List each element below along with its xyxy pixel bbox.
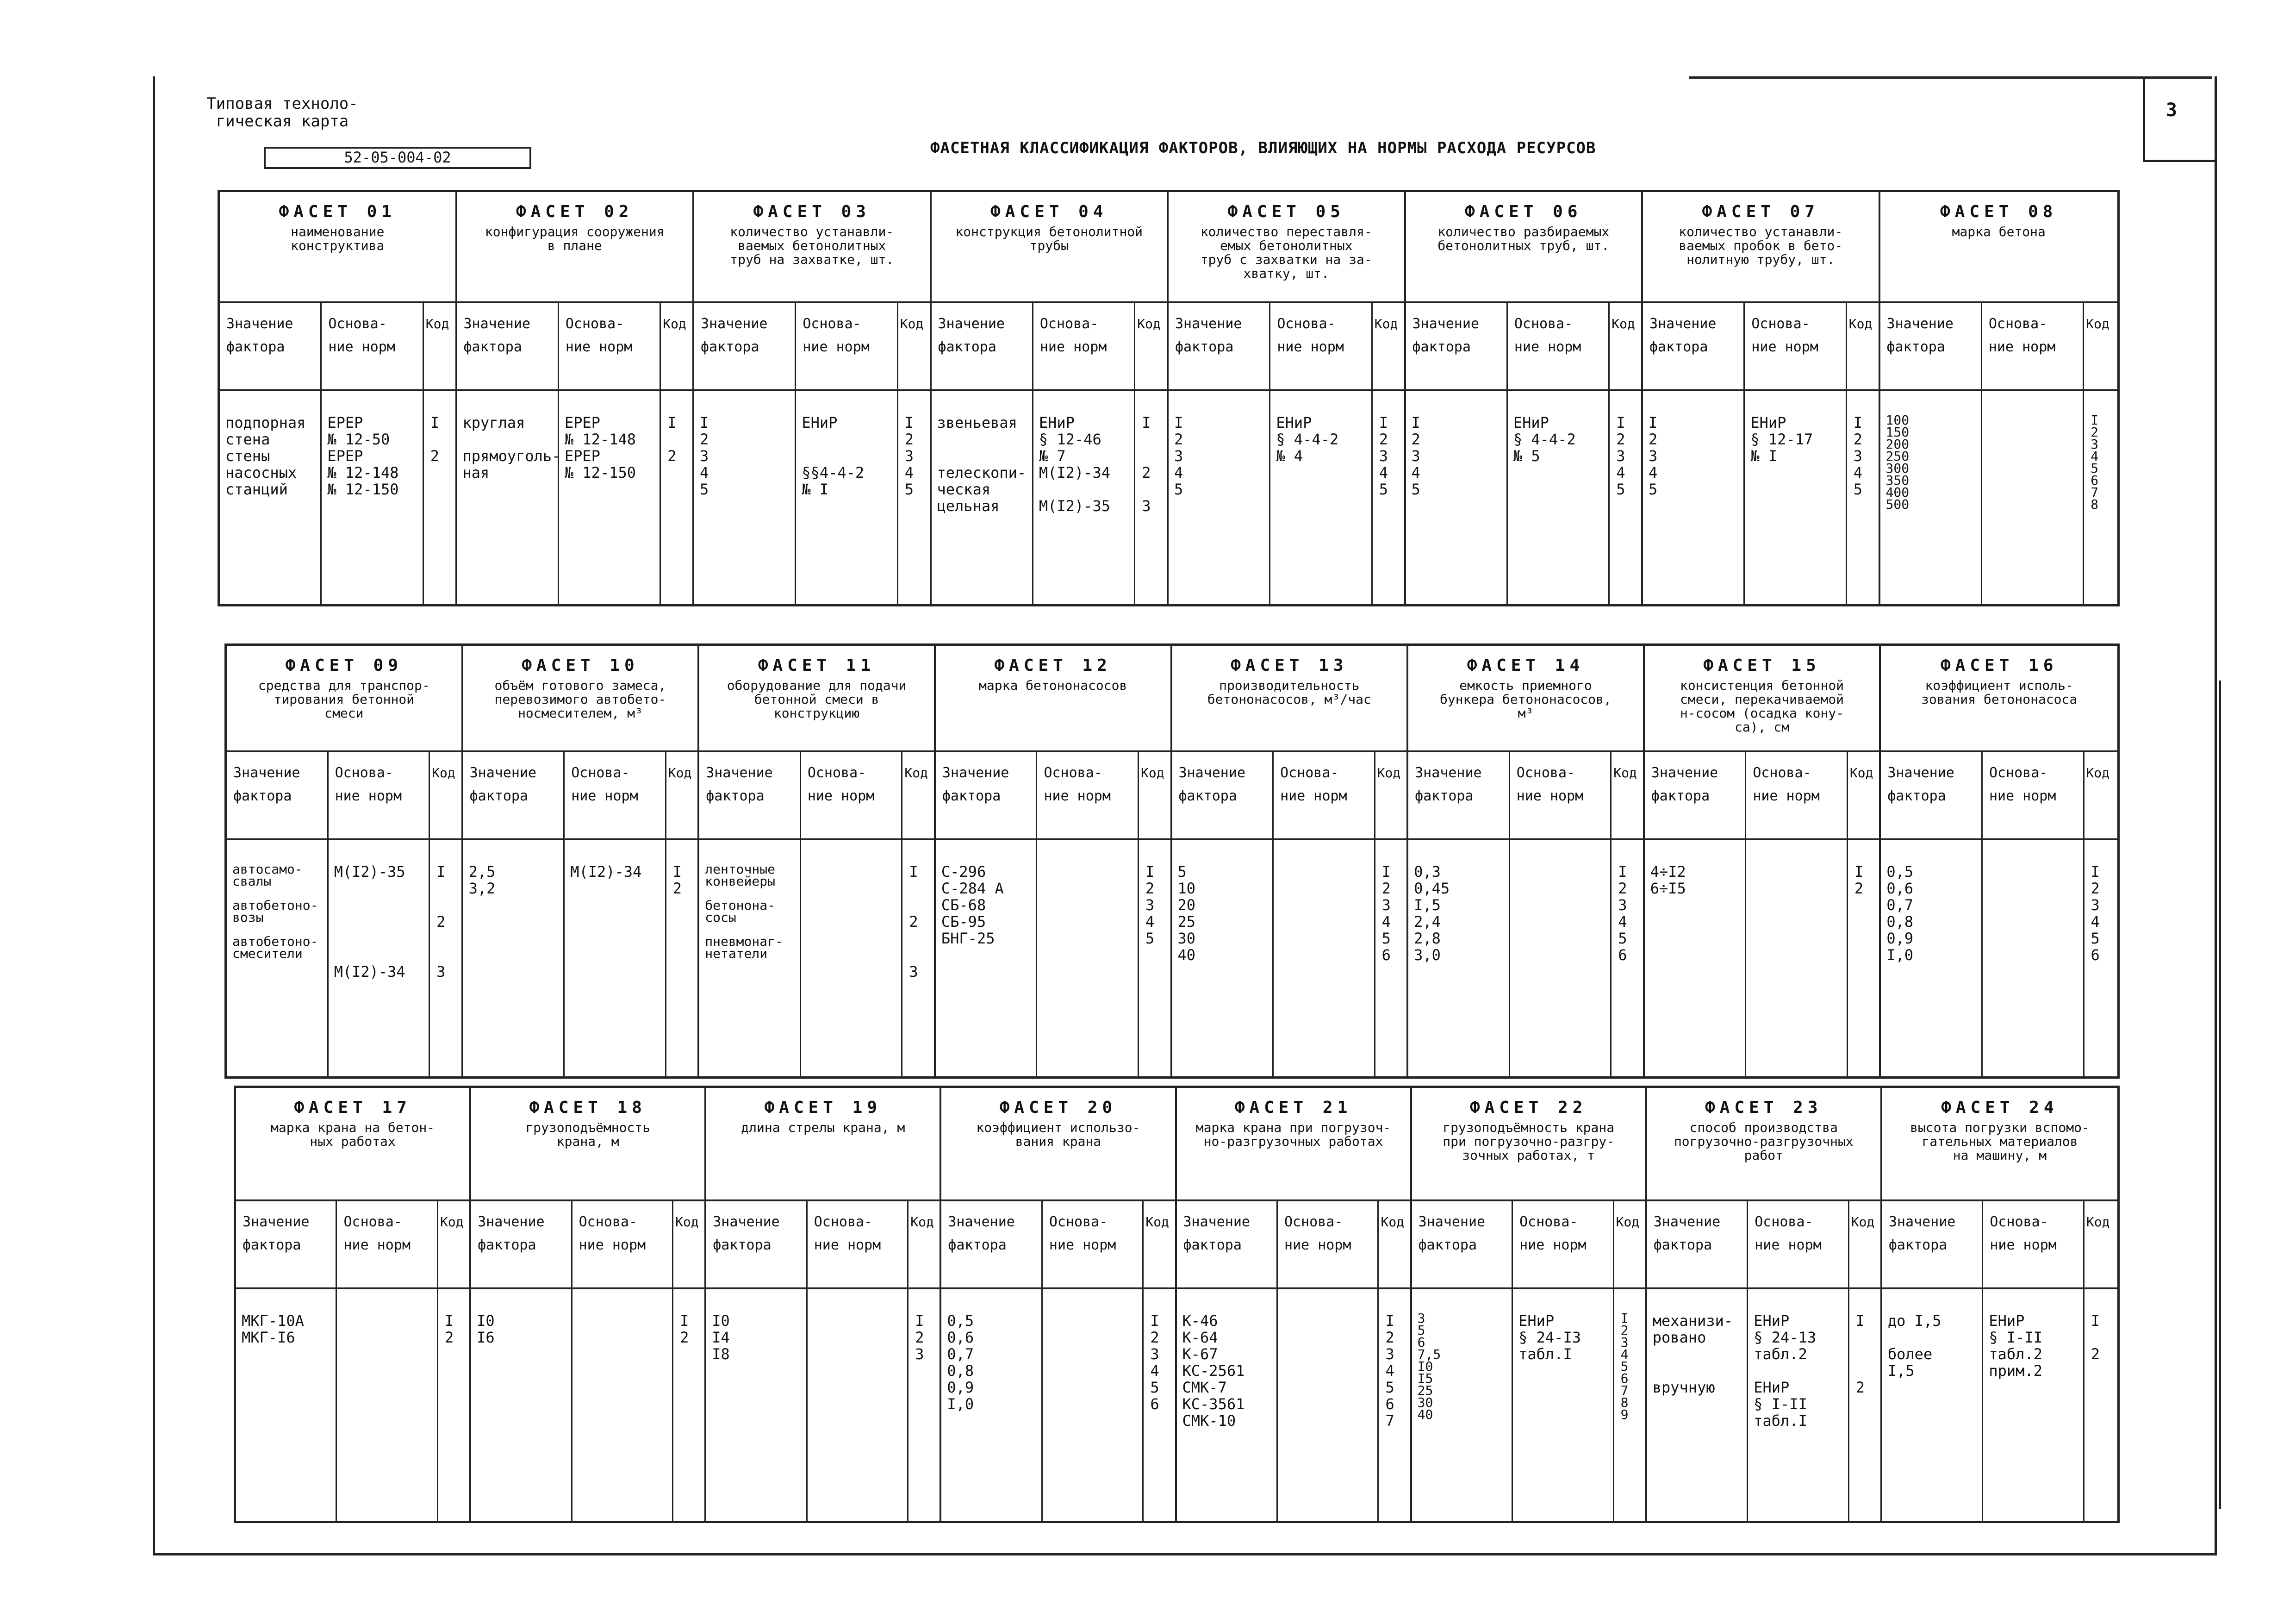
facet-description: коэффициент исполь- зования бетононасоса: [1921, 678, 2078, 707]
facet-header: [1412, 1088, 1645, 1201]
facet-08: [1880, 192, 2118, 604]
facet-13: [1172, 646, 1409, 1076]
norm-basis: ЕНиР § 12-17 № I: [1750, 414, 1813, 465]
column-label-code: Код: [1848, 316, 1873, 331]
norm-basis: ЕНиР §§4-4-2 № I: [802, 414, 865, 498]
column-label-basis: Основа- ние норм: [1990, 1214, 2057, 1253]
column-label-code: Код: [668, 765, 692, 781]
column-label-basis: Основа- ние норм: [1277, 316, 1344, 355]
facet-name: ФАСЕТ 20: [999, 1098, 1117, 1117]
column-label-value: Значение фактора: [948, 1214, 1015, 1253]
column-label-basis: Основа- ние норм: [1039, 316, 1107, 355]
column-label-value: Значение фактора: [226, 316, 293, 355]
facet-name: ФАСЕТ 08: [1940, 202, 2058, 221]
norm-basis: ЕНиР § 12-46 № 7 М(I2)-34 М(I2)-35: [1039, 414, 1110, 515]
factor-code: I 2: [430, 414, 440, 465]
factor-value: I0 I4 I8: [712, 1312, 730, 1363]
norm-basis: ЕНиР § I-II табл.2 прим.2: [1989, 1312, 2042, 1380]
column-label-value: Значение фактора: [243, 1214, 310, 1253]
column-label-value: Значение фактора: [1651, 765, 1718, 804]
column-label-basis: Основа- ние норм: [1989, 765, 2056, 804]
facet-name: ФАСЕТ 14: [1467, 656, 1585, 675]
column-label-code: Код: [910, 1214, 934, 1230]
factor-code: I 2: [1854, 863, 1864, 897]
column-label-basis: Основа- ние норм: [1519, 1214, 1587, 1253]
facet-name: ФАСЕТ 11: [758, 656, 876, 675]
column-label-code: Код: [1137, 316, 1161, 331]
factor-code: I 2 3: [915, 1312, 924, 1363]
facet-name: ФАСЕТ 05: [1227, 202, 1345, 221]
facet-description: количество разбираемых бетонолитных труб, шт.: [1437, 224, 1610, 253]
facet-header: [463, 646, 698, 752]
facet-header: [936, 646, 1170, 752]
column-label-basis: Основа- ние норм: [1044, 765, 1111, 804]
column-label-basis: Основа- ние норм: [1049, 1214, 1116, 1253]
facet-band-2: [224, 643, 2120, 1079]
factor-value: до I,5 более I,5: [1887, 1312, 1941, 1380]
factor-value: 0,5 0,6 0,7 0,8 0,9 I,0: [1886, 863, 1914, 964]
facet-01: [220, 192, 457, 604]
facet-header: [236, 1088, 469, 1201]
facet-name: ФАСЕТ 09: [285, 656, 403, 675]
facet-description: способ производства погрузочно-разгрузочных работ: [1674, 1120, 1854, 1163]
column-label-code: Код: [440, 1214, 464, 1230]
factor-value: С-296 С-284 А СБ-68 СБ-95 БНГ-25: [941, 863, 1004, 947]
column-label-basis: Основа- ние норм: [1284, 1214, 1351, 1253]
factor-value: автосамо- свалы автобетоно- возы автобетоно- смесители: [232, 862, 318, 961]
facet-name: ФАСЕТ 06: [1465, 202, 1582, 221]
column-label-basis: Основа- ние норм: [1751, 316, 1818, 355]
column-label-code: Код: [1851, 1214, 1875, 1230]
column-label-value: Значение фактора: [1649, 316, 1717, 355]
column-label-basis: Основа- ние норм: [1753, 765, 1820, 804]
facet-09: [227, 646, 463, 1076]
column-label-basis: Основа- ние норм: [335, 765, 402, 804]
norm-basis: ЕНиР § 24-13 табл.2 ЕНиР § I-II табл.I: [1754, 1312, 1817, 1430]
facet-description: грузоподъёмность крана, м: [525, 1120, 651, 1149]
factor-value: 2,5 3,2: [468, 863, 496, 897]
norm-basis: М(I2)-35 М(I2)-34: [334, 863, 405, 981]
column-label-value: Значение фактора: [706, 765, 773, 804]
factor-value: механизи- ровано вручную: [1652, 1312, 1733, 1396]
column-label-basis: Основа- ние норм: [1516, 765, 1584, 804]
facet-header: [1177, 1088, 1410, 1201]
facet-description: количество устанавли- ваемых пробок в бето- нолитную трубу, шт.: [1679, 224, 1843, 267]
stamp-line-1: Типовая техноло-: [206, 94, 358, 113]
column-label-code: Код: [663, 316, 686, 331]
facet-header: [227, 646, 461, 752]
facet-description: марка крана при погрузоч- но-разгрузочных работах: [1195, 1120, 1391, 1149]
column-label-code: Код: [1616, 1214, 1640, 1230]
facet-24: [1882, 1088, 2117, 1521]
facet-description: марка крана на бетон- ных работах: [271, 1120, 435, 1149]
facet-description: марка бетононасосов: [979, 678, 1127, 693]
facet-name: ФАСЕТ 17: [294, 1098, 411, 1117]
facet-header: [1406, 192, 1642, 303]
column-label-value: Значение фактора: [1175, 316, 1242, 355]
facet-description: оборудование для подачи бетонной смеси в конструкцию: [727, 678, 907, 721]
column-label-basis: Основа- ние норм: [803, 316, 870, 355]
factor-code: I 2 3 4 5 6: [1618, 863, 1627, 964]
facet-02: [457, 192, 695, 604]
facet-name: ФАСЕТ 21: [1234, 1098, 1352, 1117]
facet-header: [1169, 192, 1404, 303]
facet-description: количество устанавли- ваемых бетонолитных труб на захватке, шт.: [730, 224, 894, 267]
facet-header: [941, 1088, 1175, 1201]
column-label-basis: Основа- ние норм: [807, 765, 875, 804]
column-label-basis: Основа- ние норм: [565, 316, 633, 355]
facet-header: [1881, 646, 2117, 752]
factor-value: К-46 К-64 К-67 КС-2561 СМК-7 КС-3561 СМК-10: [1182, 1312, 1245, 1430]
factor-value: I 2 3 4 5: [1411, 414, 1420, 498]
factor-code: I 2 3 4 5 6: [1150, 1312, 1159, 1413]
facet-header: [694, 192, 930, 303]
frame-top-line: [1689, 76, 2212, 79]
column-label-code: Код: [2086, 765, 2110, 781]
column-label-basis: Основа- ние норм: [328, 316, 395, 355]
column-label-code: Код: [1374, 316, 1398, 331]
column-label-value: Значение фактора: [938, 316, 1005, 355]
factor-value: I 2 3 4 5: [1649, 414, 1658, 498]
column-label-basis: Основа- ние норм: [1514, 316, 1581, 355]
column-label-value: Значение фактора: [1183, 1214, 1250, 1253]
column-label-code: Код: [1849, 765, 1873, 781]
column-label-value: Значение фактора: [463, 316, 530, 355]
facet-description: длина стрелы крана, м: [741, 1120, 905, 1135]
factor-value: 100 150 200 250 300 350 400 500: [1885, 412, 1910, 512]
factor-code: I 2: [2091, 1312, 2100, 1363]
column-label-value: Значение фактора: [713, 1214, 780, 1253]
factor-code: I 2: [667, 414, 677, 465]
facet-description: грузоподъёмность крана при погрузочно-разгру- зочных работах, т: [1443, 1120, 1615, 1163]
factor-value: подпорная стена стены насосных станций: [225, 414, 306, 498]
facet-name: ФАСЕТ 07: [1702, 202, 1819, 221]
facet-20: [941, 1088, 1176, 1521]
column-label-code: Код: [2086, 1214, 2110, 1230]
column-label-value: Значение фактора: [1418, 1214, 1486, 1253]
column-label-code: Код: [1613, 765, 1637, 781]
facet-name: ФАСЕТ 16: [1940, 656, 2058, 675]
factor-value: I 2 3 4 5: [1174, 414, 1183, 498]
facet-name: ФАСЕТ 24: [1941, 1098, 2059, 1117]
facet-name: ФАСЕТ 22: [1469, 1098, 1587, 1117]
stamp-line-2: гическая карта: [216, 112, 349, 131]
facet-name: ФАСЕТ 19: [764, 1098, 882, 1117]
column-label-basis: Основа- ние норм: [571, 765, 638, 804]
column-label-basis: Основа- ние норм: [1755, 1214, 1822, 1253]
column-label-basis: Основа- ние норм: [1280, 765, 1347, 804]
factor-value: звеньевая телескопи- ческая цельная: [937, 414, 1027, 515]
factor-code: I 2 3: [1142, 414, 1151, 515]
factor-code: I 2 3 4 5: [1379, 414, 1388, 498]
column-label-code: Код: [1381, 1214, 1405, 1230]
factor-code: I 2: [680, 1312, 689, 1346]
factor-code: I 2 3 4 5 6: [1381, 863, 1391, 964]
facet-05: [1169, 192, 1406, 604]
norm-basis: ЕНиР § 4-4-2 № 5: [1513, 414, 1576, 465]
column-label-value: Значение фактора: [233, 765, 300, 804]
norm-basis: М(I2)-34: [570, 863, 642, 881]
facet-06: [1406, 192, 1643, 604]
factor-value: ленточные конвейеры бетонона- сосы пневмонаг- нетатели: [705, 862, 783, 961]
norm-basis: ЕРЕР № 12-148 ЕРЕР № 12-150: [564, 414, 636, 481]
facet-description: коэффициент использо- вания крана: [976, 1120, 1140, 1149]
facet-header: [457, 192, 693, 303]
column-label-basis: Основа- ние норм: [814, 1214, 881, 1253]
column-label-code: Код: [432, 765, 455, 781]
facet-header: [932, 192, 1167, 303]
column-label-basis: Основа- ние норм: [343, 1214, 411, 1253]
factor-code: I 2: [444, 1312, 454, 1346]
factor-value: 5 10 20 25 30 40: [1177, 863, 1196, 964]
factor-code: I 2 3 4 5: [904, 414, 914, 498]
facet-14: [1408, 646, 1645, 1076]
factor-code: I 2 3: [436, 863, 446, 981]
facet-header: [1880, 192, 2118, 303]
column-label-code: Код: [1612, 316, 1635, 331]
factor-value: I 2 3 4 5: [700, 414, 709, 498]
facet-03: [694, 192, 932, 604]
facet-07: [1643, 192, 1880, 604]
facet-15: [1645, 646, 1881, 1076]
column-label-code: Код: [1145, 1214, 1169, 1230]
page-number: 3: [2166, 100, 2178, 121]
facet-name: ФАСЕТ 12: [994, 656, 1112, 675]
column-label-value: Значение фактора: [1888, 1214, 1956, 1253]
norm-basis: ЕНиР § 4-4-2 № 4: [1276, 414, 1339, 465]
facet-17: [236, 1088, 471, 1521]
facet-description: консистенция бетонной смеси, перекачиваемой н-сосом (осадка кону- са), см: [1680, 678, 1844, 735]
factor-value: 4÷I2 6÷I5: [1650, 863, 1686, 897]
column-label-basis: Основа- ние норм: [1988, 316, 2056, 355]
facet-description: объём готового замеса, перевозимого автобето- носмесителем, м³: [494, 678, 666, 721]
factor-code: I 2 3 4 5: [1853, 414, 1863, 498]
factor-code: I 2 3 4 5 6 7: [1385, 1312, 1394, 1430]
facet-header: [1408, 646, 1643, 752]
factor-code: I 2 3 4 5 6: [2091, 863, 2100, 964]
factor-value: МКГ-10А МКГ-I6: [242, 1312, 304, 1346]
document-title: ФАСЕТНАЯ КЛАССИФИКАЦИЯ ФАКТОРОВ, ВЛИЯЮЩИХ НА НОРМЫ РАСХОДА РЕСУРСОВ: [930, 139, 1596, 157]
facet-name: ФАСЕТ 23: [1705, 1098, 1823, 1117]
facet-header: [1643, 192, 1879, 303]
facet-name: ФАСЕТ 02: [516, 202, 634, 221]
facet-name: ФАСЕТ 15: [1703, 656, 1821, 675]
column-label-value: Значение фактора: [942, 765, 1009, 804]
facet-10: [463, 646, 700, 1076]
column-label-code: Код: [425, 316, 449, 331]
facet-22: [1412, 1088, 1647, 1521]
facet-name: ФАСЕТ 13: [1231, 656, 1348, 675]
margin-line: [2219, 681, 2221, 1509]
factor-code: I 2 3 4 5: [1616, 414, 1625, 498]
facet-16: [1881, 646, 2117, 1076]
factor-value: 3 5 6 7,5 I0 I5 25 30 40: [1417, 1311, 1441, 1422]
stamp-number: 52-05-004-02: [264, 147, 531, 169]
facet-band-3: [234, 1086, 2120, 1523]
facet-description: высота погрузки вспомо- гательных материалов на машину, м: [1910, 1120, 2090, 1163]
facet-header: [471, 1088, 704, 1201]
norm-basis: ЕНиР § 24-I3 табл.I: [1518, 1312, 1581, 1363]
facet-description: марка бетона: [1952, 224, 2046, 239]
facet-19: [706, 1088, 941, 1521]
factor-code: I 2: [1855, 1312, 1865, 1396]
facet-band-1: [218, 190, 2120, 606]
column-label-value: Значение фактора: [469, 765, 537, 804]
facet-description: производительность бетононасосов, м³/час: [1207, 678, 1371, 707]
facet-description: конфигурация сооружения в плане: [485, 224, 665, 253]
facet-04: [932, 192, 1169, 604]
facet-23: [1647, 1088, 1882, 1521]
facet-description: средства для транспор- тирования бетонной смеси: [258, 678, 430, 721]
column-label-code: Код: [2086, 316, 2109, 331]
column-label-value: Значение фактора: [1178, 765, 1245, 804]
facet-name: ФАСЕТ 18: [529, 1098, 647, 1117]
facet-name: ФАСЕТ 04: [990, 202, 1108, 221]
factor-value: 0,3 0,45 I,5 2,4 2,8 3,0: [1414, 863, 1450, 964]
factor-code: I 2 3: [909, 863, 918, 981]
column-label-value: Значение фактора: [1412, 316, 1479, 355]
column-label-code: Код: [904, 765, 928, 781]
column-label-value: Значение фактора: [1887, 765, 1954, 804]
facet-header: [699, 646, 934, 752]
facet-description: емкость приемного бункера бетононасосов, м³: [1440, 678, 1612, 721]
factor-value: 0,5 0,6 0,7 0,8 0,9 I,0: [947, 1312, 974, 1413]
facet-name: ФАСЕТ 10: [522, 656, 639, 675]
facet-21: [1177, 1088, 1412, 1521]
facet-header: [1172, 646, 1407, 752]
factor-code: I 2 3 4 5: [1145, 863, 1155, 947]
norm-basis: ЕРЕР № 12-50 ЕРЕР № 12-148 № 12-150: [327, 414, 399, 498]
facet-18: [471, 1088, 706, 1521]
facet-name: ФАСЕТ 03: [753, 202, 871, 221]
column-label-value: Значение фактора: [1886, 316, 1954, 355]
column-label-code: Код: [1377, 765, 1401, 781]
facet-description: конструкция бетонолитной трубы: [955, 224, 1143, 253]
facet-header: [1645, 646, 1879, 752]
facet-header: [1882, 1088, 2117, 1201]
factor-value: круглая прямоуголь- ная: [462, 414, 561, 481]
facet-name: ФАСЕТ 01: [279, 202, 396, 221]
facet-description: наименование конструктива: [291, 224, 385, 253]
page-number-box: [2143, 76, 2215, 162]
facet-11: [699, 646, 936, 1076]
facet-12: [936, 646, 1172, 1076]
facet-header: [1647, 1088, 1880, 1201]
column-label-value: Значение фактора: [478, 1214, 545, 1253]
column-label-code: Код: [900, 316, 924, 331]
column-label-value: Значение фактора: [701, 316, 768, 355]
factor-code: I 2 3 4 5 6 7 8: [2091, 412, 2099, 512]
title-stamp: [134, 94, 451, 167]
column-label-value: Значение фактора: [1415, 765, 1482, 804]
factor-code: I 2: [672, 863, 682, 897]
facet-header: [220, 192, 455, 303]
factor-value: I0 I6: [477, 1312, 495, 1346]
column-label-code: Код: [675, 1214, 699, 1230]
facet-header: [706, 1088, 940, 1201]
column-label-code: Код: [1141, 765, 1164, 781]
facet-description: количество переставля- емых бетонолитных труб с захватки на за- хватку, шт.: [1200, 224, 1372, 281]
factor-code: I 2 3 4 5 6 7 8 9: [1620, 1311, 1629, 1422]
column-label-basis: Основа- ние норм: [579, 1214, 646, 1253]
column-label-value: Значение фактора: [1653, 1214, 1721, 1253]
